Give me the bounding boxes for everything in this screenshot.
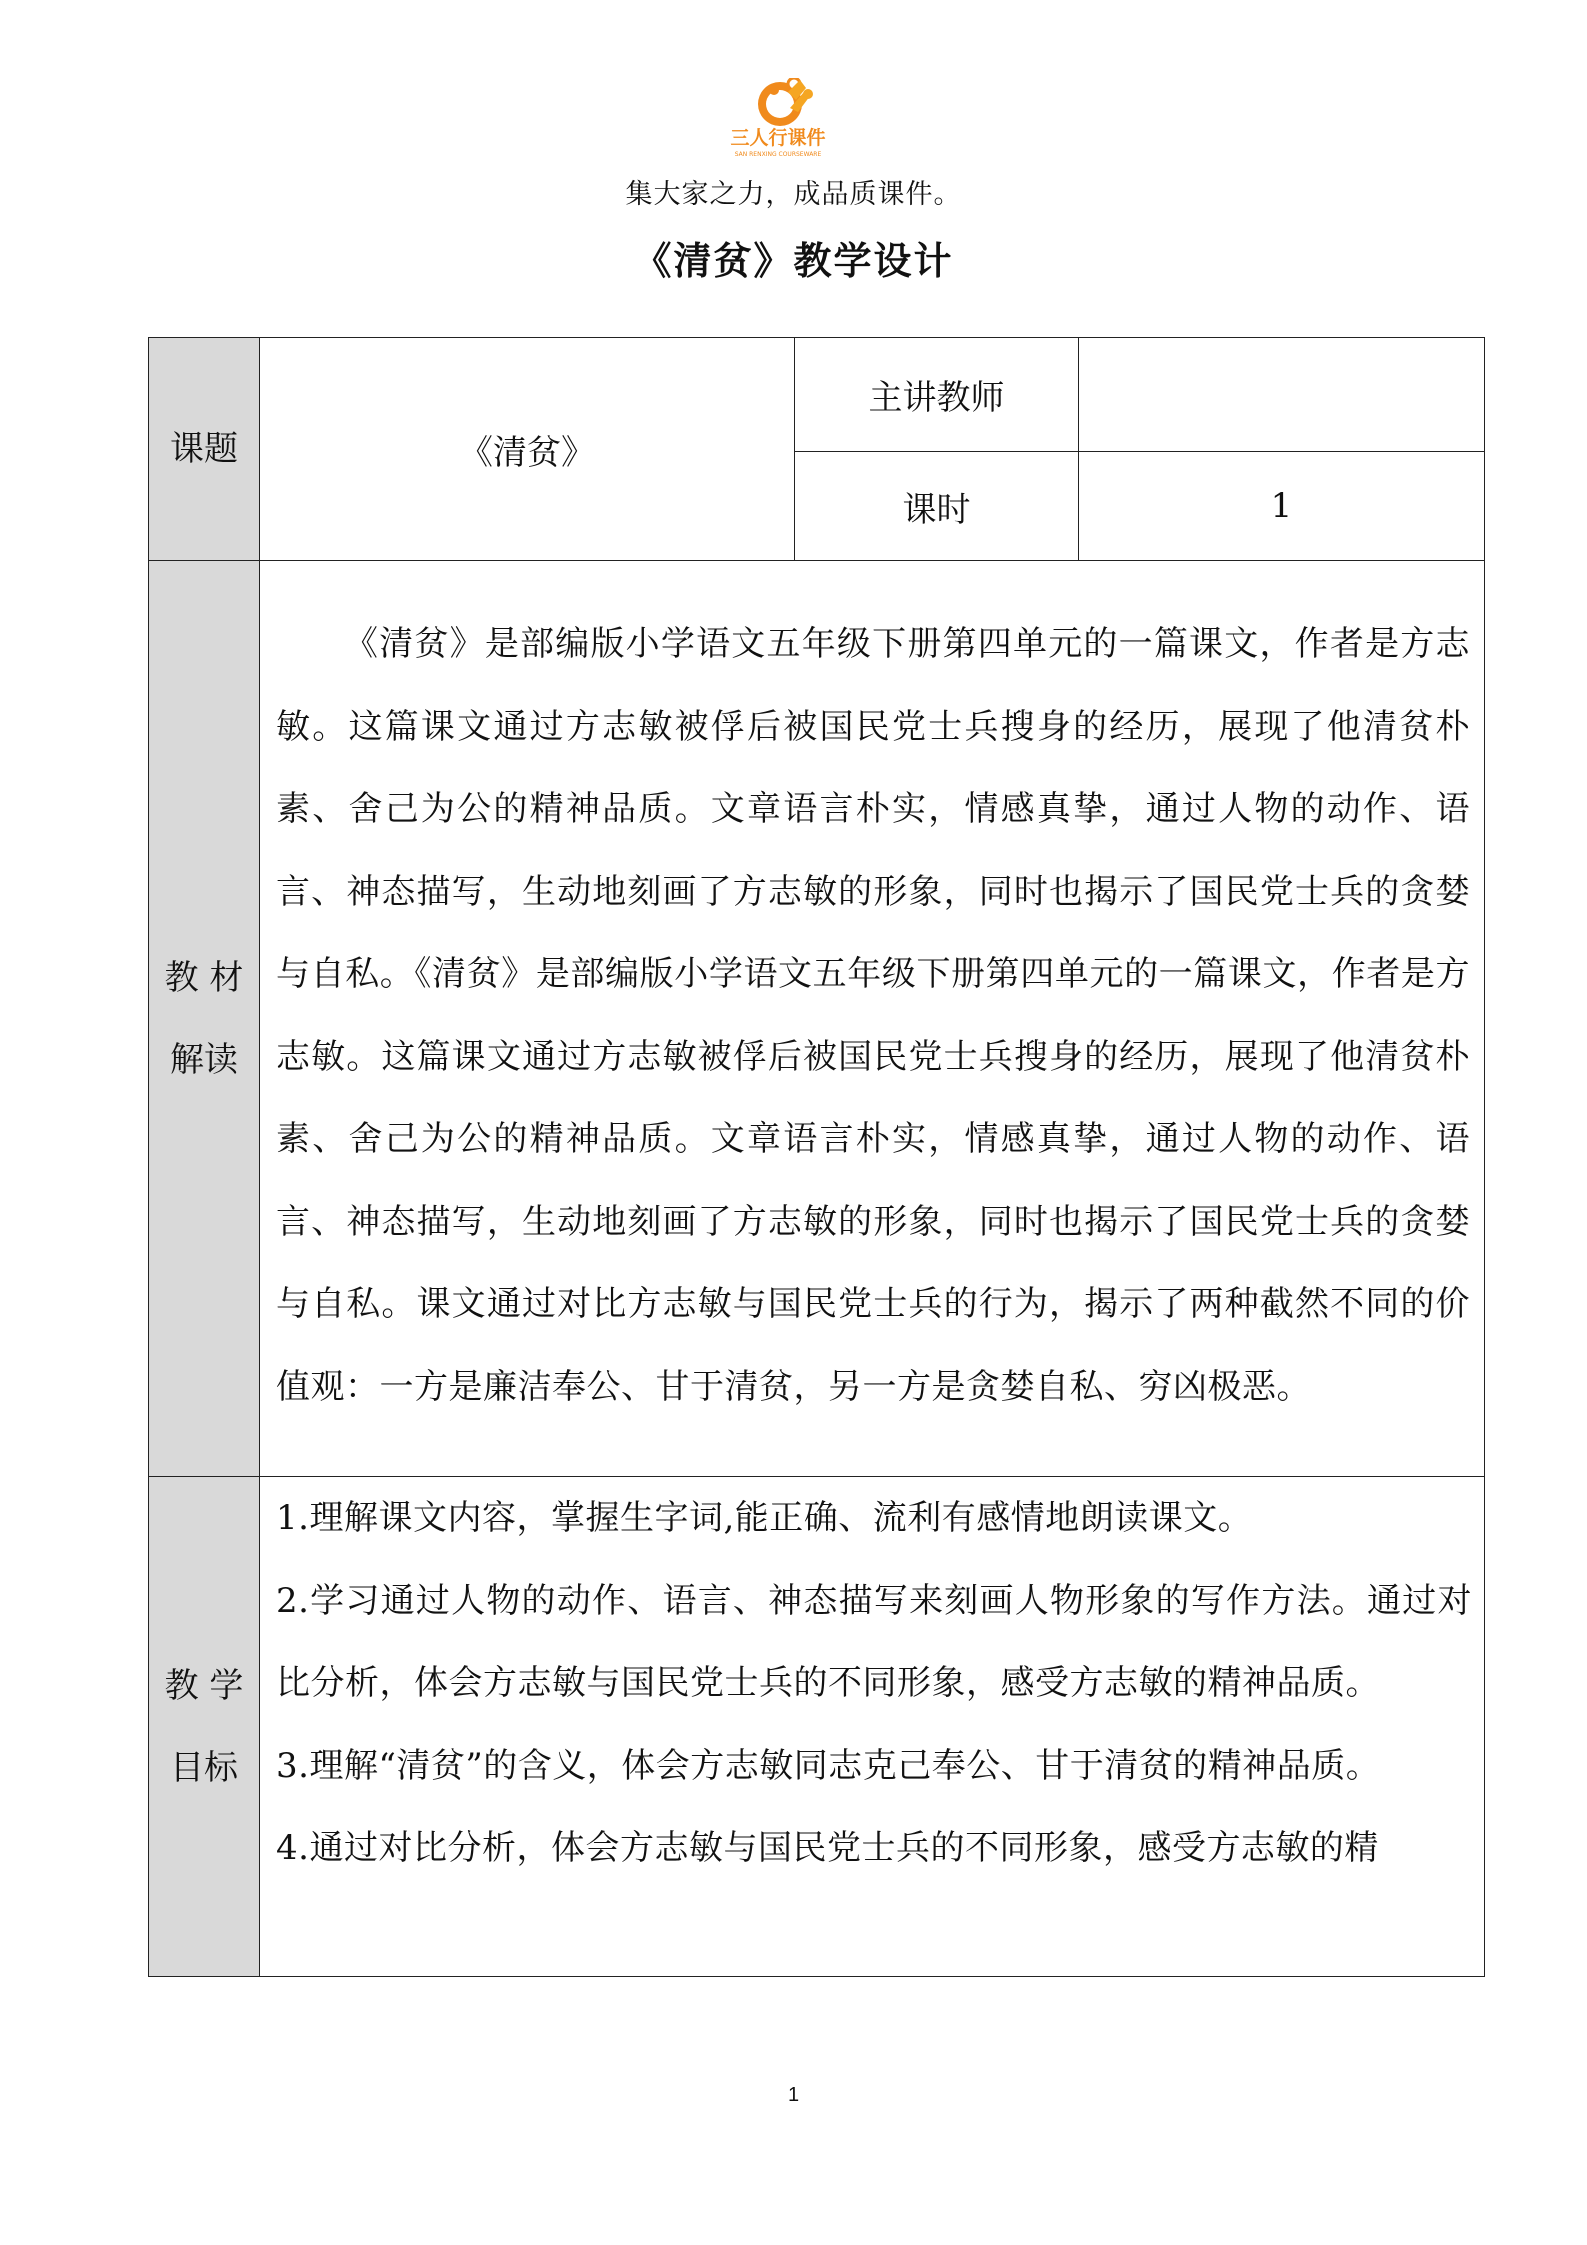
goal-item: 4.通过对比分析，体会方志敏与国民党士兵的不同形象，感受方志敏的精: [276, 1828, 1379, 1868]
goals-label-line2: 目标: [170, 1747, 238, 1788]
topic-label-cell: [149, 338, 260, 561]
goals-text-cell: [260, 1477, 1485, 1977]
topic-label: 课题: [170, 429, 238, 469]
materials-label-cell: [149, 561, 260, 1477]
materials-label-line1: 教 材: [164, 957, 244, 998]
materials-text-cell: [260, 561, 1485, 1477]
teacher-label: 主讲教师: [868, 378, 1005, 418]
goal-item: 2.学习通过人物的动作、语言、神态描写来刻画人物形象的写作方法。通过对比分析，体会方志敏与国民党士兵的不同形象，感受方志敏的精神品质。: [276, 1580, 1472, 1703]
period-label-cell: [795, 452, 1079, 561]
lesson-design-table: [148, 337, 1485, 1977]
sanrenxing-logo: [730, 78, 860, 176]
goals-label-cell: [149, 1477, 260, 1977]
materials-label-line2: 解读: [170, 1039, 238, 1080]
topic-value: 《清贫》: [459, 432, 595, 473]
tagline: 集大家之力，成品质课件。: [625, 179, 962, 210]
period-value-cell: [1079, 452, 1485, 561]
logo-text: 三人行课件: [730, 127, 826, 149]
teacher-value-cell: [1079, 338, 1485, 452]
document-title: 《清贫》教学设计: [633, 238, 954, 283]
goals-label-line1: 教 学: [164, 1665, 244, 1706]
period-value: 1: [1270, 486, 1293, 526]
period-label: 课时: [902, 489, 971, 530]
goal-item: 1.理解课文内容，掌握生字词,能正确、流利有感情地朗读课文。: [276, 1498, 1253, 1538]
page-number: 1: [787, 2084, 800, 2106]
materials-text: 《清贫》是部编版小学语文五年级下册第四单元的一篇课文，作者是方志敏。这篇课文通过方志敏被俘后被国民党士兵搜身的经历，展现了他清贫朴素、舍己为公的精神品质。文章语言朴实，情感真挚，通过人物的动作、语言、神态描写，生动地刻画了方志敏的形象，同时也揭示了国民党士兵的贪婪与自私。《清贫》是部编版小学语文五年级下册第四单元的一篇课文，作者是方志敏。这篇课文通过方志敏被俘后被国民党士兵搜身的经历，展现了他清贫朴素、舍己为公的精神品质。文章语言朴实，情感真挚，通过人物的动作、语言、神态描写，生动地刻画了方志敏的形象，同时也揭示了国民党士兵的贪婪与自私。课文通过对比方志敏与国民党士兵的行为，揭示了两种截然不同的价值观：一方是廉洁奉公、甘于清贫，另一方是贪婪自私、穷凶极恶。: [276, 624, 1470, 1407]
teacher-label-cell: [795, 338, 1079, 452]
goal-item: 3.理解“清贫”的含义，体会方志敏同志克己奉公、甘于清贫的精神品质。: [276, 1745, 1381, 1786]
topic-value-cell: [260, 338, 795, 561]
logo-subtext: SAN RENXING COURSEWARE: [734, 151, 822, 158]
